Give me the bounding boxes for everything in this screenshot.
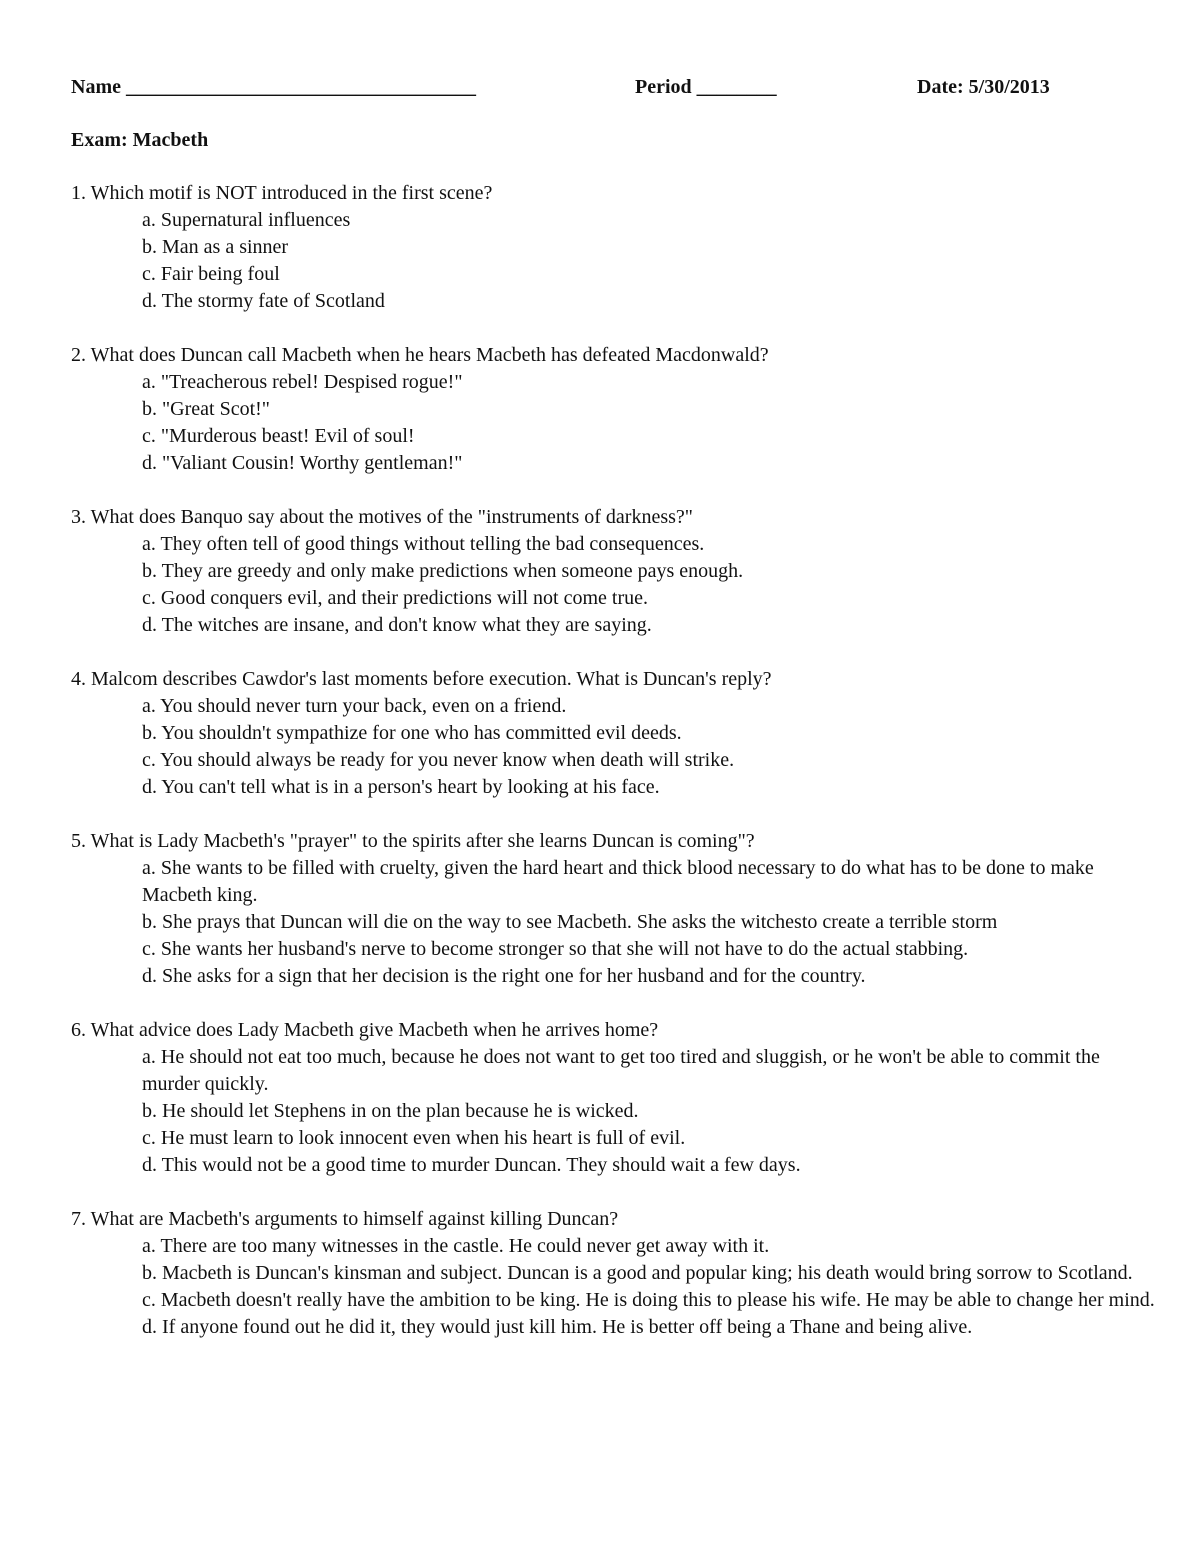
answer-option-b: b. They are greedy and only make predictions when someone pays enough. (142, 560, 744, 582)
question-text: 6. What advice does Lady Macbeth give Macbeth when he arrives home? (71, 1019, 659, 1041)
answer-option-d: d. "Valiant Cousin! Worthy gentleman!" (142, 452, 463, 474)
question-text: 7. What are Macbeth's arguments to himself against killing Duncan? (71, 1208, 619, 1230)
question-text: 5. What is Lady Macbeth's "prayer" to the spirits after she learns Duncan is coming"? (71, 830, 755, 852)
question-text: 2. What does Duncan call Macbeth when he hears Macbeth has defeated Macdonwald? (71, 344, 769, 366)
question-text: 1. Which motif is NOT introduced in the first scene? (71, 182, 493, 204)
answer-options (71, 1044, 1161, 1179)
answer-options (71, 531, 1161, 639)
answer-option-b: b. She prays that Duncan will die on the way to see Macbeth. She asks the witchesto create a terrible storm (142, 911, 998, 933)
answer-option-c: c. You should always be ready for you never know when death will strike. (142, 749, 735, 771)
answer-option-c: c. She wants her husband's nerve to become stronger so that she will not have to do the actual stabbing. (142, 938, 969, 960)
answer-option-c: c. Fair being foul (142, 263, 280, 285)
answer-options (71, 207, 1161, 315)
question-5 (71, 828, 1161, 990)
question-6 (71, 1017, 1161, 1179)
answer-option-a: a. You should never turn your back, even on a friend. (142, 695, 567, 717)
exam-title: Exam: Macbeth (71, 129, 209, 151)
question-1 (71, 180, 1161, 315)
answer-option-a: a. They often tell of good things without telling the bad consequences. (142, 533, 705, 555)
date-label: Date: 5/30/2013 (917, 76, 1050, 98)
answer-option-a: a. "Treacherous rebel! Despised rogue!" (142, 371, 463, 393)
name-field-label: Name ___________________________________ (71, 76, 476, 98)
question-text: 3. What does Banquo say about the motives of the "instruments of darkness?" (71, 506, 693, 528)
answer-option-a: a. She wants to be filled with cruelty, given the hard heart and thick blood necessary to do what has to be done to make Macbeth king. (142, 857, 1094, 906)
answer-option-b: b. Macbeth is Duncan's kinsman and subject. Duncan is a good and popular king; his death would bring sorrow to Scotland. (142, 1262, 1133, 1284)
answer-options (71, 369, 1161, 477)
question-2 (71, 342, 1161, 477)
answer-options (71, 693, 1161, 801)
answer-option-b: b. You shouldn't sympathize for one who has committed evil deeds. (142, 722, 682, 744)
header-row (71, 72, 1161, 102)
answer-option-d: d. This would not be a good time to murder Duncan. They should wait a few days. (142, 1154, 801, 1176)
answer-option-a: a. There are too many witnesses in the castle. He could never get away with it. (142, 1235, 770, 1257)
answer-option-b: b. He should let Stephens in on the plan because he is wicked. (142, 1100, 639, 1122)
answer-option-d: d. If anyone found out he did it, they would just kill him. He is better off being a Thane and being alive. (142, 1316, 973, 1338)
question-4 (71, 666, 1161, 801)
period-field-label: Period ________ (635, 76, 777, 98)
answer-option-d: d. You can't tell what is in a person's heart by looking at his face. (142, 776, 660, 798)
answer-option-c: c. Macbeth doesn't really have the ambition to be king. He is doing this to please his wife. He may be able to change her mind. (142, 1289, 1155, 1311)
answer-option-c: c. He must learn to look innocent even when his heart is full of evil. (142, 1127, 686, 1149)
answer-options (71, 855, 1161, 990)
answer-option-b: b. Man as a sinner (142, 236, 289, 258)
answer-option-b: b. "Great Scot!" (142, 398, 270, 420)
question-7 (71, 1206, 1161, 1341)
answer-option-d: d. The witches are insane, and don't know what they are saying. (142, 614, 652, 636)
answer-option-d: d. She asks for a sign that her decision is the right one for her husband and for the country. (142, 965, 866, 987)
question-text: 4. Malcom describes Cawdor's last moments before execution. What is Duncan's reply? (71, 668, 772, 690)
exam-page (71, 72, 1161, 1368)
answer-option-a: a. Supernatural influences (142, 209, 351, 231)
answer-option-a: a. He should not eat too much, because he does not want to get too tired and sluggish, or he won't be able to commit the murder quickly. (142, 1046, 1100, 1095)
answer-option-c: c. Good conquers evil, and their predictions will not come true. (142, 587, 648, 609)
question-3 (71, 504, 1161, 639)
answer-option-c: c. "Murderous beast! Evil of soul! (142, 425, 415, 447)
answer-option-d: d. The stormy fate of Scotland (142, 290, 385, 312)
question-list (71, 180, 1161, 1341)
answer-options (71, 1233, 1161, 1341)
